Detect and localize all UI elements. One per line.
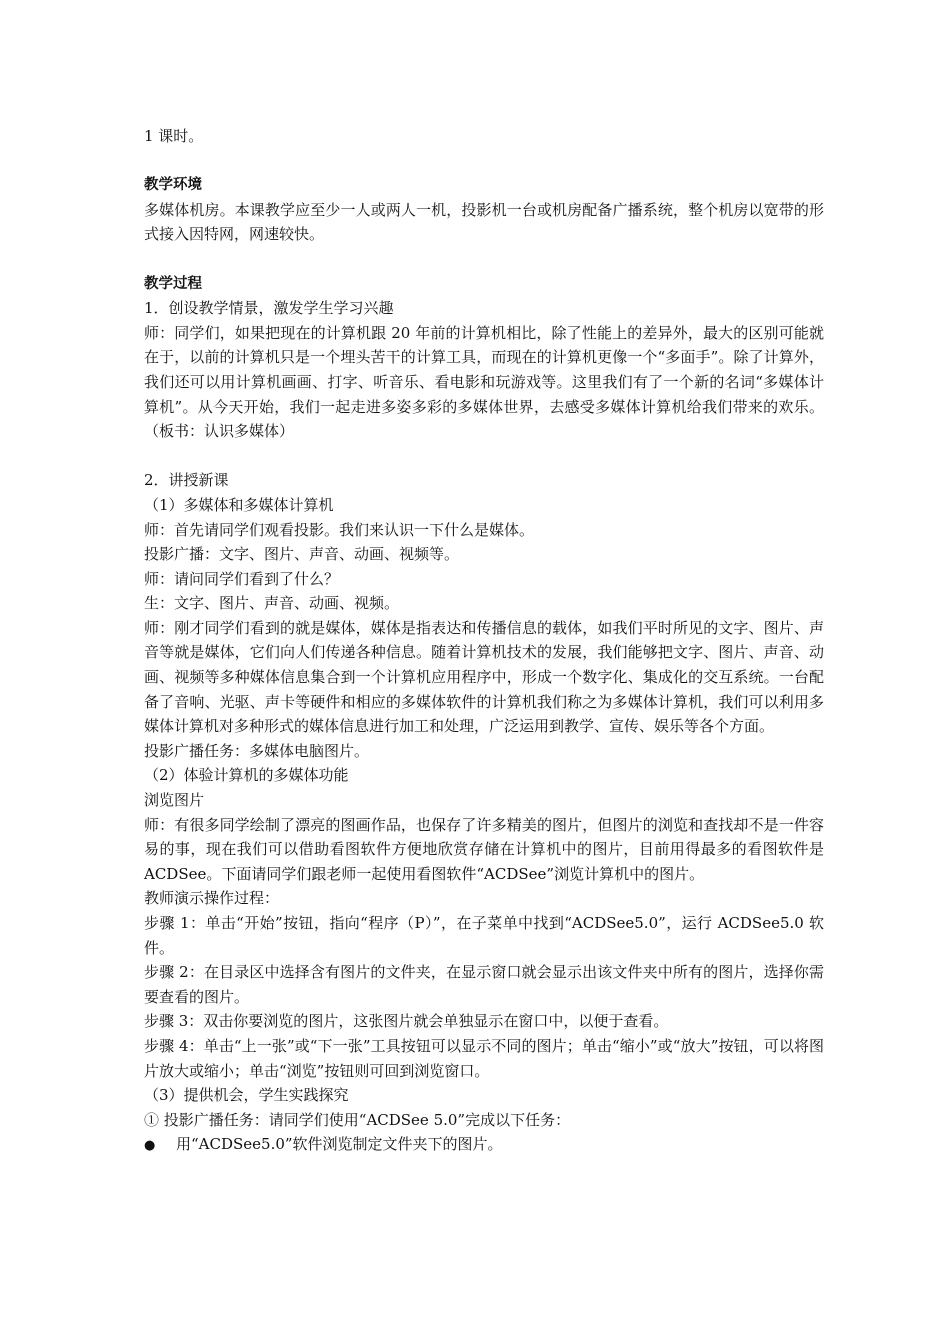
section-2-line-3: 师：请问同学们看到了什么？ [144,569,340,588]
section-2-line-1: 师：首先请同学们观看投影。我们来认识一下什么是媒体。 [144,520,535,539]
document-page [144,124,824,1159]
section-1-text: 师：同学们，如果把现在的计算机跟 20 年前的计算机相比，除了性能上的差异外，最大的区别可能就在于，以前的计算机只是一个埋头苦干的计算工具，而现在的计算机更像一个“多面手”。除了计算外，我们还可以用计算机画画、打字、听音乐、看电影和玩游戏等。这里我们有了一个新的名词“多媒体计算机”。从今天开始，我们一起走进多姿多彩的多媒体世界，去感受多媒体计算机给我们带来的欢乐。（板书：认识多媒体） [144,323,824,441]
task-intro: ① 投影广播任务：请同学们使用“ACDSee 5.0”完成以下任务： [144,1110,571,1129]
spacer [144,444,824,469]
env-heading: 教学环境 [144,177,202,194]
section-2-line-6: 浏览图片 [144,791,205,810]
section-2-line-5: 投影广播任务：多媒体电脑图片。 [144,741,370,760]
section-2-sub-1: （1）多媒体和多媒体计算机 [144,495,334,514]
section-1-title: 1．创设教学情景，激发学生学习兴趣 [144,299,394,318]
step-2: 步骤 2：在目录区中选择含有图片的文件夹，在显示窗口就会显示出该文件夹中所有的图片，选择你需要查看的图片。 [144,963,824,1006]
bullet-item [144,1132,824,1159]
section-2-paragraph-2: 师：有很多同学绘制了漂亮的图画作品，也保存了许多精美的图片，但图片的浏览和查找却不是一件容易的事，现在我们可以借助看图软件方便地欣赏存储在计算机中的图片，目前用得最多的看图软件是 ACDSee。下面请同学们跟老师一起使用看图软件“ACDSee”浏览计算机中的图片。 [144,815,824,883]
section-2-paragraph-1: 师：刚才同学们看到的就是媒体，媒体是指表达和传播信息的载体，如我们平时所见的文字、图片、声音等就是媒体，它们向人们传递各种信息。随着计算机技术的发展，我们能够把文字、图片、声音、动画、视频等多种媒体信息集合到一个计算机应用程序中，形成一个数字化、集成化的交互系统。一台配备了音响、光驱、声卡等硬件和相应的多媒体软件的计算机我们称之为多媒体计算机，我们可以利用多媒体计算机对多种形式的媒体信息进行加工和处理，广泛运用到教学、宣传、娱乐等各个方面。 [144,618,824,736]
section-2-line-7: 教师演示操作过程： [144,889,280,908]
section-2-sub-3: （3）提供机会，学生实践探究 [144,1086,349,1105]
lesson-hours: 1 课时。 [144,127,204,145]
section-2-line-2: 投影广播：文字、图片、声音、动画、视频等。 [144,545,460,564]
step-3: 步骤 3：双击你要浏览的图片，这张图片就会单独显示在窗口中，以便于查看。 [144,1012,669,1031]
env-text: 多媒体机房。本课教学应至少一人或两人一机，投影机一台或机房配备广播系统，整个机房以宽带的形式接入因特网，网速较快。 [144,200,824,244]
bullet-text: 用“ACDSee5.0”软件浏览制定文件夹下的图片。 [176,1135,503,1154]
section-2-sub-2: （2）体验计算机的多媒体功能 [144,766,349,785]
section-2-title: 2．讲授新课 [144,471,229,490]
spacer [144,247,824,272]
step-4: 步骤 4：单击“上一张”或“下一张”工具按钮可以显示不同的图片；单击“缩小”或“放大”按钮，可以将图片放大或缩小；单击“浏览”按钮则可回到浏览窗口。 [144,1036,824,1080]
process-heading: 教学过程 [144,275,202,292]
spacer [144,149,824,174]
step-1: 步骤 1：单击“开始”按钮，指向“程序（P）”，在子菜单中找到“ACDSee5.0”，运行 ACDSee5.0 软件。 [144,914,824,957]
bullet-icon: ● [144,1138,156,1154]
section-2-line-4: 生：文字、图片、声音、动画、视频。 [144,594,400,613]
